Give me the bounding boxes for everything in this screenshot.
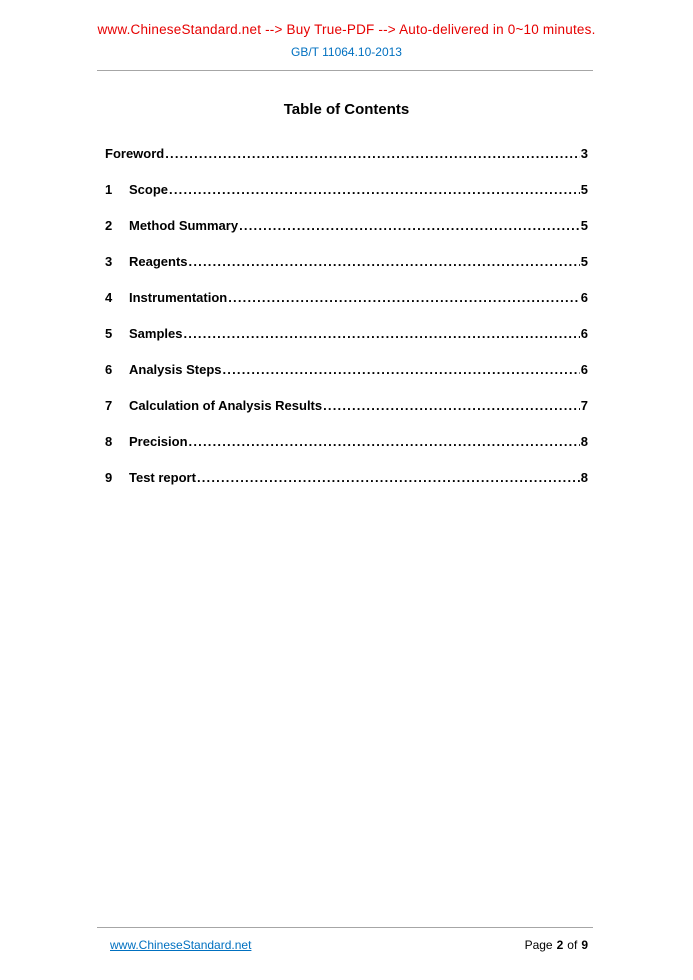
dot-leader: [189, 434, 580, 449]
toc-entry-page: 5: [580, 254, 588, 269]
toc-entry-page: 3: [580, 146, 588, 161]
standard-number: GB/T 11064.10-2013: [291, 45, 402, 59]
toc-entry-number: 3: [105, 254, 113, 269]
toc-entry-page: 5: [580, 218, 588, 233]
toc-entry-instrumentation: [105, 290, 588, 305]
toc-entry-page: 6: [580, 290, 588, 305]
toc-entry-label: Method Summary: [129, 218, 239, 233]
page-footer: [110, 938, 588, 952]
page-header: [0, 0, 693, 59]
toc-entry-page: 8: [580, 470, 588, 485]
toc-entry-label: Instrumentation: [129, 290, 228, 305]
toc-entry-calculation: [105, 398, 588, 413]
toc-entry-label: Reagents: [129, 254, 188, 269]
dot-leader: [189, 254, 580, 269]
toc-entry-number: 7: [105, 398, 113, 413]
dot-leader: [183, 326, 579, 341]
toc-entry-number: 2: [105, 218, 113, 233]
toc-entry-page: 6: [580, 362, 588, 377]
dot-leader: [223, 362, 580, 377]
page-indicator: [525, 938, 588, 952]
toc-entry-label: Scope: [129, 182, 169, 197]
toc-entry-number: 8: [105, 434, 113, 449]
toc-entry-samples: [105, 326, 588, 341]
toc-entry-method-summary: [105, 218, 588, 233]
toc-entry-number: 4: [105, 290, 113, 305]
toc-entry-label: Precision: [129, 434, 188, 449]
toc-entry-label: Foreword: [105, 146, 165, 161]
toc-entry-label: Analysis Steps: [129, 362, 222, 377]
toc-entry-page: 8: [580, 434, 588, 449]
dot-leader: [228, 290, 580, 305]
footer-divider: [97, 927, 593, 928]
toc-entry-reagents: [105, 254, 588, 269]
dot-leader: [239, 218, 580, 233]
page-current: 2: [556, 938, 564, 952]
promo-banner-text: www.ChineseStandard.net --> Buy True-PDF --> Auto-delivered in 0~10 minutes.: [97, 22, 596, 37]
toc-entry-page: 5: [580, 182, 588, 197]
dot-leader: [169, 182, 580, 197]
of-word: of: [567, 938, 578, 952]
toc-entry-number: 5: [105, 326, 113, 341]
toc-entry-scope: [105, 182, 588, 197]
toc-entry-number: 6: [105, 362, 113, 377]
dot-leader: [197, 470, 580, 485]
toc-entry-analysis-steps: [105, 362, 588, 377]
dot-leader: [323, 398, 580, 413]
toc-entry-precision: [105, 434, 588, 449]
toc-entry-number: 1: [105, 182, 113, 197]
toc-entry-page: 6: [580, 326, 588, 341]
page-word: Page: [524, 938, 553, 952]
page-total: 9: [581, 938, 588, 952]
toc-entry-foreword: [105, 146, 588, 161]
toc-entry-label: Calculation of Analysis Results: [129, 398, 323, 413]
footer-link[interactable]: www.ChineseStandard.net: [110, 938, 252, 952]
toc-entry-page: 7: [580, 398, 588, 413]
header-divider: [97, 70, 593, 71]
table-of-contents: [105, 146, 588, 485]
toc-entry-number: 9: [105, 470, 113, 485]
toc-entry-label: Samples: [129, 326, 183, 341]
toc-entry-test-report: [105, 470, 588, 485]
dot-leader: [165, 146, 580, 161]
page-title: Table of Contents: [283, 101, 410, 118]
toc-entry-label: Test report: [129, 470, 196, 485]
